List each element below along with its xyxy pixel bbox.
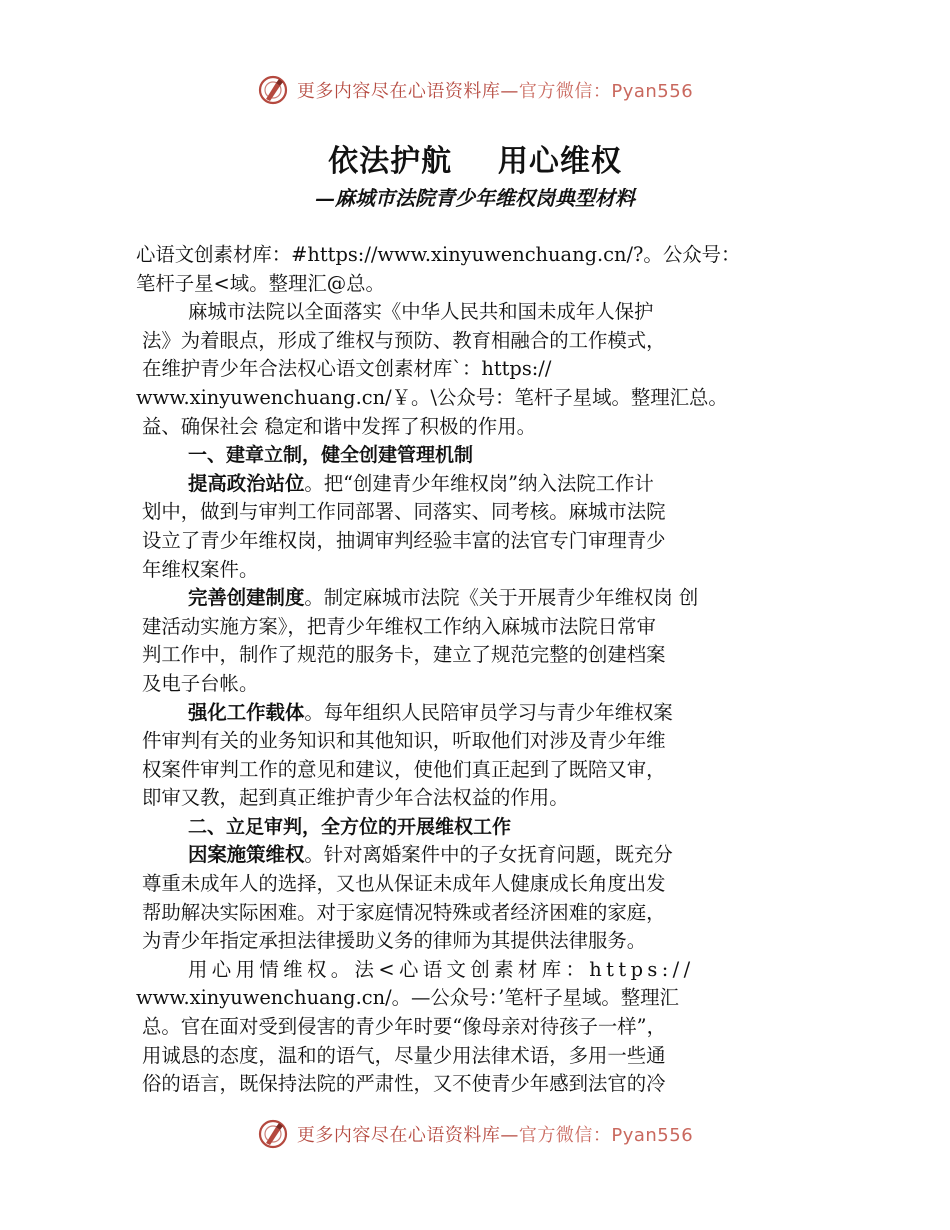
text-line: 为青少年指定承担法律援助义务的律师为其提供法律服务。 (142, 929, 647, 953)
text-line: www.xinyuwenchuang.cn/。—公众号：’笔杆子星域。整理汇 (136, 986, 679, 1010)
text-line: 益、确保社会 稳定和谐中发挥了积极的作用。 (142, 414, 536, 438)
footer-banner (0, 1114, 950, 1154)
text-line: 设立了青少年维权岗，抽调审判经验丰富的法官专门审理青少 (142, 528, 666, 552)
text-line: 判工作中，制作了规范的服务卡，建立了规范完整的创建档案 (142, 643, 666, 667)
fountain-pen-logo-icon (257, 1118, 289, 1150)
text-line: 心语文创素材库：#https://www.xinyuwenchuang.cn/?。公众号： (136, 243, 741, 266)
text-line: 尊重未成年人的选择，又也从保证未成年人健康成长角度出发 (142, 872, 666, 896)
text-line: 完善创建制度。制定麻城市法院《关于开展青少年维权岗 创 (188, 586, 699, 610)
text-line: 用诚恳的态度，温和的语气，尽量少用法律术语，多用一些通 (142, 1043, 666, 1067)
text-line: 权案件审判工作的意见和建议，使他们真正起到了既陪又审， (142, 757, 666, 781)
text-line: 法》为着眼点，形成了维权与预防、教育相融合的工作模式， (142, 328, 666, 352)
paragraph-7 (136, 956, 836, 1099)
paragraph-lead: 因案施策维权 (188, 843, 305, 867)
section-heading-2: 二、立足审判，全方位的开展维权工作 (188, 815, 512, 838)
text-line: www.xinyuwenchuang.cn/￥。\公众号：笔杆子星域。整理汇总。 (136, 385, 728, 409)
text-line: 麻城市法院以全面落实《中华人民共和国未成年人保护 (188, 300, 654, 324)
paragraph-2 (136, 298, 836, 441)
document-title: 依法护航 用心维权 (328, 144, 622, 179)
paragraph-lead: 完善创建制度 (188, 586, 305, 610)
banner-text: 更多内容尽在心语资料库—官方微信：Pyan556 (296, 1125, 694, 1146)
header-banner (0, 70, 950, 110)
text-line: 提高政治站位。把“创建青少年维权岗”纳入法院工作计 (188, 471, 654, 495)
text-line: 划中，做到与审判工作同部署、同落实、同考核。麻城市法院 (142, 500, 666, 524)
text-line: 件审判有关的业务知识和其他知识，听取他们对涉及青少年维 (142, 729, 666, 753)
fountain-pen-logo-icon (257, 74, 289, 106)
text-line: 建活动实施方案》，把青少年维权工作纳入麻城市法院日常审 (142, 614, 656, 638)
paragraph-lead: 提高政治站位 (188, 471, 305, 495)
document-body (136, 241, 836, 1099)
paragraph-1 (136, 241, 836, 298)
text-line: 及电子台帐。 (142, 671, 259, 695)
text-line: 因案施策维权。针对离婚案件中的子女抚育问题，既充分 (188, 843, 673, 867)
paragraph-4 (136, 584, 836, 698)
text-line: 笔杆子星<域。整理汇@总。 (136, 271, 385, 295)
banner-text: 更多内容尽在心语资料库—官方微信：Pyan556 (296, 81, 694, 102)
paragraph-lead: 强化工作载体 (188, 700, 305, 724)
text-line: 俗的语言，既保持法院的严肃性，又不使青少年感到法官的冷 (142, 1072, 666, 1096)
text-line: 用心用情维权。法<心语文创素材库：https:// (188, 957, 695, 981)
text-line: 在维护青少年合法权心语文创素材库`：https:// (142, 357, 552, 381)
document-subtitle: —麻城市法院青少年维权岗典型材料 (315, 186, 635, 210)
paragraph-5 (136, 699, 836, 813)
text-line: 强化工作载体。每年组织人民陪审员学习与青少年维权案 (188, 700, 673, 724)
text-line: 即审又教，起到真正维护青少年合法权益的作用。 (142, 786, 569, 810)
text-line: 帮助解决实际困难。对于家庭情况特殊或者经济困难的家庭， (142, 900, 666, 924)
section-heading-1: 一、建章立制，健全创建管理机制 (188, 444, 474, 467)
paragraph-6 (136, 841, 836, 955)
text-line: 年维权案件。 (142, 557, 259, 581)
paragraph-3 (136, 470, 836, 584)
text-line: 总。官在面对受到侵害的青少年时要“像母亲对待孩子一样”， (142, 1015, 666, 1039)
